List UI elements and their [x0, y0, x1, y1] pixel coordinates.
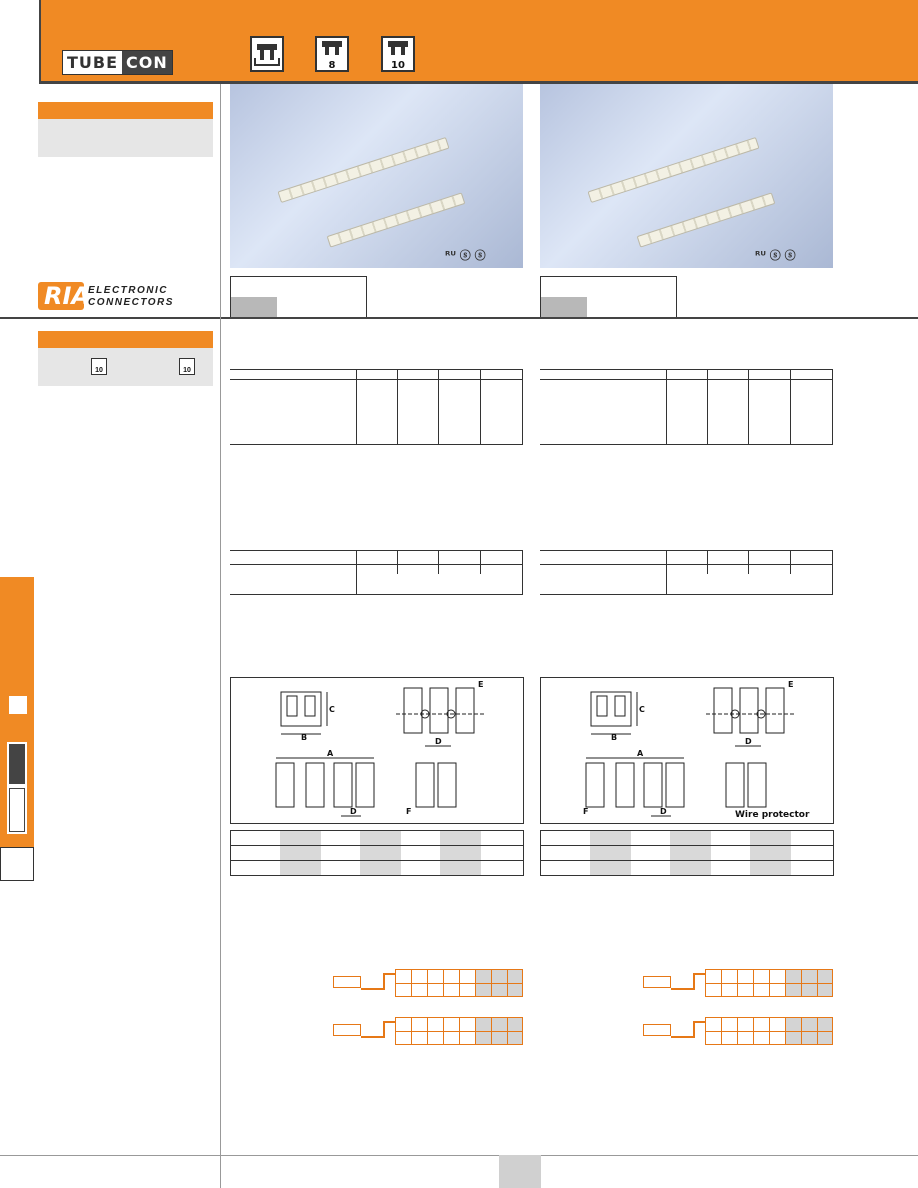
- terminal-strip: [637, 192, 776, 247]
- section-separator: [0, 317, 918, 319]
- divider: [676, 276, 677, 317]
- spec-table-right: [540, 369, 833, 445]
- order-code-row-divider: [396, 983, 522, 984]
- dim-c-label: C: [639, 705, 645, 714]
- dim-a-label: A: [637, 749, 644, 758]
- dim-e-label: E: [478, 680, 484, 689]
- logo-part-1: TUBE: [63, 51, 122, 74]
- page-number-box: [499, 1155, 541, 1188]
- order-code-left-2: [333, 1017, 523, 1049]
- connector-10-label: 10: [391, 60, 405, 70]
- company-line-1: ELECTRONIC: [88, 285, 168, 296]
- ria-logo: [38, 278, 213, 314]
- dimension-table-left: [230, 830, 524, 876]
- connector-icon: [9, 696, 27, 714]
- connector-8-icon: [315, 36, 349, 72]
- terminal-strip: [587, 137, 759, 203]
- order-code-right-2: [643, 1017, 833, 1049]
- product-tab-left: [230, 276, 367, 317]
- spec-table-left: [230, 369, 523, 445]
- wire-protector-label: Wire protector: [735, 810, 810, 820]
- dim-d-label: D: [745, 737, 752, 746]
- spec-table-2-left: [230, 550, 523, 595]
- side-tab-logo: [7, 742, 27, 834]
- product-tab-right: [540, 276, 677, 317]
- sidebar-section-bar: [38, 331, 213, 348]
- side-tab-box: [0, 847, 34, 881]
- product-photo-right: [540, 84, 833, 268]
- dim-e-label: E: [788, 680, 794, 689]
- sidebar-section-box: [38, 348, 213, 386]
- divider: [366, 276, 367, 317]
- dimension-drawing-left: [230, 677, 524, 824]
- side-tab: [0, 577, 34, 847]
- dim-a-label: A: [327, 749, 334, 758]
- dim-f-label: F: [583, 807, 589, 816]
- tubecon-logo: [62, 50, 173, 75]
- certification-marks: ᴿᵁ ⓢ ⓢ: [445, 249, 486, 262]
- company-line-2: CONNECTORS: [88, 297, 174, 308]
- connector-small-icon: [250, 36, 284, 72]
- spec-table-2-right: [540, 550, 833, 595]
- dim-f-label: F: [406, 807, 412, 816]
- dim-d-label: D: [435, 737, 442, 746]
- dim-b-label: B: [301, 733, 308, 742]
- terminal-strip: [327, 192, 466, 247]
- certification-marks: ᴿᵁ ⓢ ⓢ: [755, 249, 796, 262]
- connector-10-icon: [381, 36, 415, 72]
- dim-d-label-2: D: [660, 807, 667, 816]
- connector-10-icon: 10: [91, 358, 107, 375]
- dimension-drawing-right: [540, 677, 834, 824]
- order-code-right-1: [643, 969, 833, 1001]
- dim-d-label-2: D: [350, 807, 357, 816]
- ria-logo-text: RIA: [44, 282, 90, 310]
- connector-10-icon: 10: [179, 358, 195, 375]
- order-code-row-divider: [396, 1031, 522, 1032]
- logo-part-2: CON: [122, 51, 172, 74]
- sidebar-heading-box: [38, 119, 213, 157]
- dim-b-label: B: [611, 733, 618, 742]
- order-code-row-divider: [706, 983, 832, 984]
- footer-line: [0, 1155, 918, 1156]
- dimension-table-right: [540, 830, 834, 876]
- sidebar-heading-bar: [38, 102, 213, 119]
- connector-8-label: 8: [328, 60, 336, 70]
- dim-c-label: C: [329, 705, 335, 714]
- sidebar-divider: [220, 84, 221, 1188]
- order-code-row-divider: [706, 1031, 832, 1032]
- product-photo-left: [230, 84, 523, 268]
- order-code-left-1: [333, 969, 523, 1001]
- terminal-strip: [277, 137, 449, 203]
